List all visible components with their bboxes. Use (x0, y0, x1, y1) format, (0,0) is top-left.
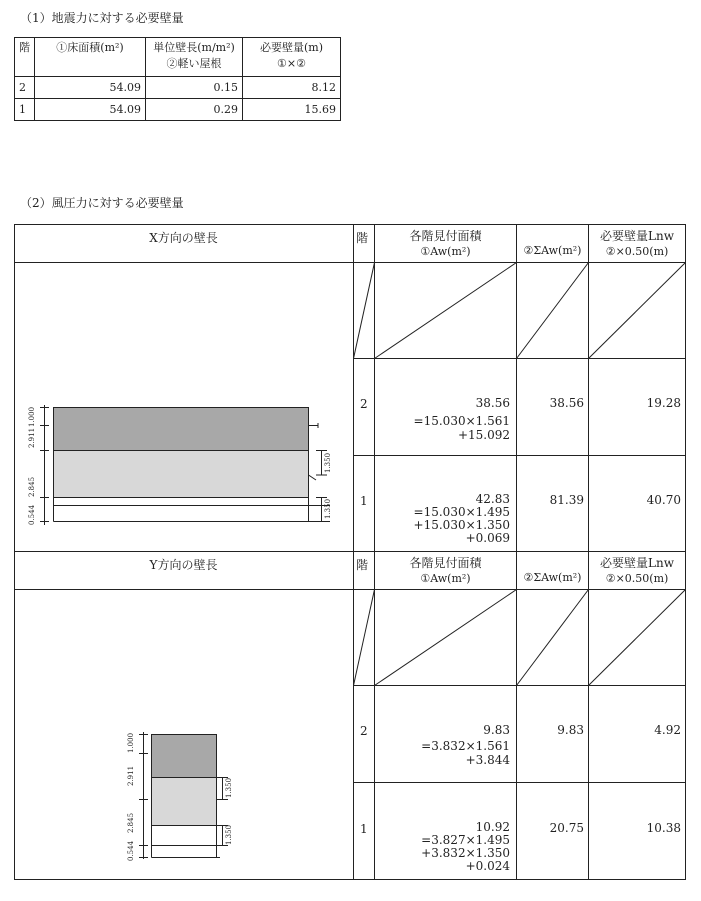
y-header-req: 必要壁量Lnw ②×0.50(m) (600, 556, 674, 585)
x-roof-area (54, 408, 309, 451)
y-header-sum: ②ΣAw(m²) (523, 571, 582, 584)
y-roof-area (152, 735, 217, 778)
x-row1-req: 40.70 (646, 493, 681, 507)
x-header-sum: ②ΣAw(m²) (523, 244, 582, 257)
y-dim-h1: 1.350 (225, 777, 233, 799)
x-header-floor: 階 (356, 231, 369, 245)
y-row2-sum: 9.83 (557, 723, 584, 737)
x-row2-req: 19.28 (646, 396, 681, 410)
y-row2-req: 4.92 (654, 723, 681, 737)
x-dim-0544: 0.544 (28, 504, 36, 526)
y-row1-aw: 10.92 =3.827×1.495 +3.832×1.350 +0.024 (421, 820, 510, 873)
y-header-area: 各階見付面積 ①Aw(m²) (409, 556, 482, 585)
x-row2-aw: 38.56 =15.030×1.561 +15.092 (413, 396, 510, 442)
x-dim-h2: 1.350 (324, 498, 332, 520)
x-dim-2911: 2.911 (28, 427, 36, 449)
x-header-req: 必要壁量Lnw ②×0.50(m) (600, 229, 674, 258)
x-row1-aw: 42.83 =15.030×1.495 +15.030×1.350 +0.069 (413, 492, 510, 545)
y-dim-2845: 2.845 (127, 812, 135, 834)
y-title: Y方向の壁長 (149, 558, 218, 572)
y-dim-2911: 2.911 (127, 765, 135, 787)
table-row: 1 54.09 0.29 15.69 (15, 99, 341, 121)
y-row1-req: 10.38 (646, 821, 681, 835)
x-title: X方向の壁長 (149, 231, 218, 245)
y-row1-sum: 20.75 (549, 821, 584, 835)
section2-title: （2）風圧力に対する必要壁量 (20, 196, 184, 210)
y-dim-0544: 0.544 (127, 840, 135, 862)
x-dim-1000: 1.000 (28, 406, 36, 428)
x-row2-sum: 38.56 (549, 396, 584, 410)
section1-title: （1）地震力に対する必要壁量 (20, 11, 184, 25)
header-unit: 単位壁長(m/m²) ②軽い屋根 (146, 38, 243, 77)
header-area: ①床面積(m²) (35, 38, 146, 77)
y-row1-floor: 1 (360, 822, 368, 836)
x-elevation-drawing (20, 395, 340, 535)
y-row2-aw: 9.83 =3.832×1.561 +3.844 (421, 723, 510, 767)
header-floor: 階 (15, 38, 35, 77)
y-dim-h2: 1.350 (225, 824, 233, 846)
y-elevation-drawing (120, 727, 240, 862)
x-row1-floor: 1 (360, 494, 368, 508)
x-wall-area (54, 451, 309, 498)
x-row2-floor: 2 (360, 397, 368, 411)
y-header-floor: 階 (356, 558, 369, 572)
y-row2-floor: 2 (360, 724, 368, 738)
y-dim-1000: 1.000 (127, 732, 135, 754)
x-row1-sum: 81.39 (549, 493, 584, 507)
y-wall-area (152, 778, 217, 826)
table-row: 2 54.09 0.15 8.12 (15, 77, 341, 99)
header-required: 必要壁量(m) ①×② (243, 38, 341, 77)
x-dim-h1: 1.350 (324, 452, 332, 474)
x-header-area: 各階見付面積 ①Aw(m²) (409, 229, 482, 258)
x-dim-2845: 2.845 (28, 476, 36, 498)
